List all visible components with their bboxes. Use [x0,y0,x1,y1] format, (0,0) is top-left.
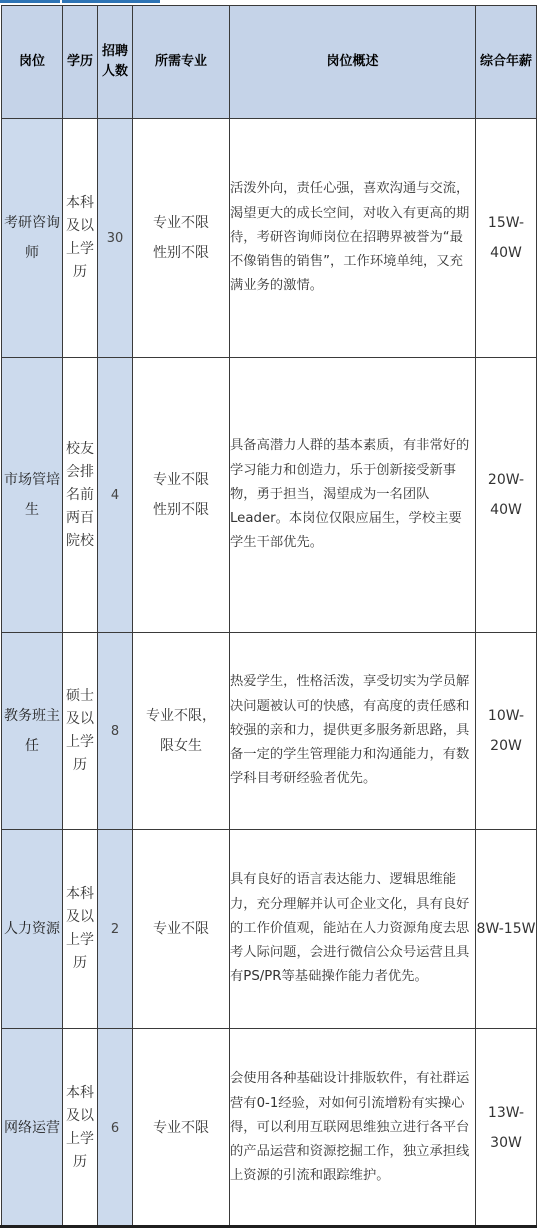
major-cell [133,358,230,633]
position-cell: 市场管培生 [2,358,63,633]
salary-cell: 8W-15W [476,830,537,1029]
header-major: 所需专业 [133,6,230,119]
description-cell: 活泼外向，责任心强，喜欢沟通与交流，渴望更大的成长空间，对收入有更高的期待，考研咨询师岗位在招聘界被誉为“最不像销售的销售”，工作环境单纯，又充满业务的激情。 [230,119,476,358]
count-cell: 8 [98,633,133,830]
major-line: 专业不限 [153,215,209,231]
table-row [2,1029,537,1228]
header-count: 招聘人数 [98,6,133,119]
position-cell: 教务班主任 [2,633,63,830]
position-cell: 人力资源 [2,830,63,1029]
major-line: 性别不限 [153,245,209,261]
major-cell [133,633,230,830]
education-cell: 校友会排名前两百院校 [63,358,98,633]
table-row [2,358,537,633]
count-cell: 2 [98,830,133,1029]
header-education: 学历 [63,6,98,119]
major-line: 专业不限 [153,472,209,488]
header-description: 岗位概述 [230,6,476,119]
table-row [2,633,537,830]
major-cell [133,119,230,358]
header-row [2,6,537,119]
description-cell: 具备高潜力人群的基本素质，有非常好的学习能力和创造力，乐于创新接受新事物，勇于担当，渴望成为一名团队Leader。本岗位仅限应届生，学校主要学生干部优先。 [230,358,476,633]
table-row [2,119,537,358]
major-line: 专业不限 [153,1120,209,1136]
position-cell: 网络运营 [2,1029,63,1228]
salary-cell: 13W-30W [476,1029,537,1228]
header-position: 岗位 [2,6,63,119]
major-line: 专业不限 [153,921,209,937]
count-cell: 6 [98,1029,133,1228]
description-cell: 会使用各种基础设计排版软件，有社群运营有0-1经验，对如何引流增粉有实操心得，可以利用互联网思维独立进行各平台的产品运营和资源挖掘工作，独立承担线上资源的引流和跟踪维护。 [230,1029,476,1228]
salary-cell: 15W-40W [476,119,537,358]
header-salary: 综合年薪 [476,6,537,119]
description-cell: 热爱学生，性格活泼，享受切实为学员解决问题被认可的快感，有高度的责任感和较强的亲和力，提供更多服务新思路，具备一定的学生管理能力和沟通能力，有数学科目考研经验者优先。 [230,633,476,830]
education-cell: 硕士及以上学历 [63,633,98,830]
count-cell: 30 [98,119,133,358]
major-cell [133,830,230,1029]
education-cell: 本科及以上学历 [63,1029,98,1228]
salary-cell: 20W-40W [476,358,537,633]
recruitment-table [1,5,537,1228]
major-line: 限女生 [160,738,202,754]
major-cell [133,1029,230,1228]
education-cell: 本科及以上学历 [63,830,98,1029]
education-cell: 本科及以上学历 [63,119,98,358]
major-line: 专业不限， [146,708,216,724]
count-cell: 4 [98,358,133,633]
position-cell: 考研咨询师 [2,119,63,358]
table-row [2,830,537,1029]
salary-cell: 10W-20W [476,633,537,830]
top-rule [0,0,537,4]
description-cell: 具有良好的语言表达能力、逻辑思维能力，充分理解并认可企业文化，具有良好的工作价值观，能站在人力资源角度去思考人际问题，会进行微信公众号运营且具有PS/PR等基础操作能力者优先。 [230,830,476,1029]
major-line: 性别不限 [153,502,209,518]
